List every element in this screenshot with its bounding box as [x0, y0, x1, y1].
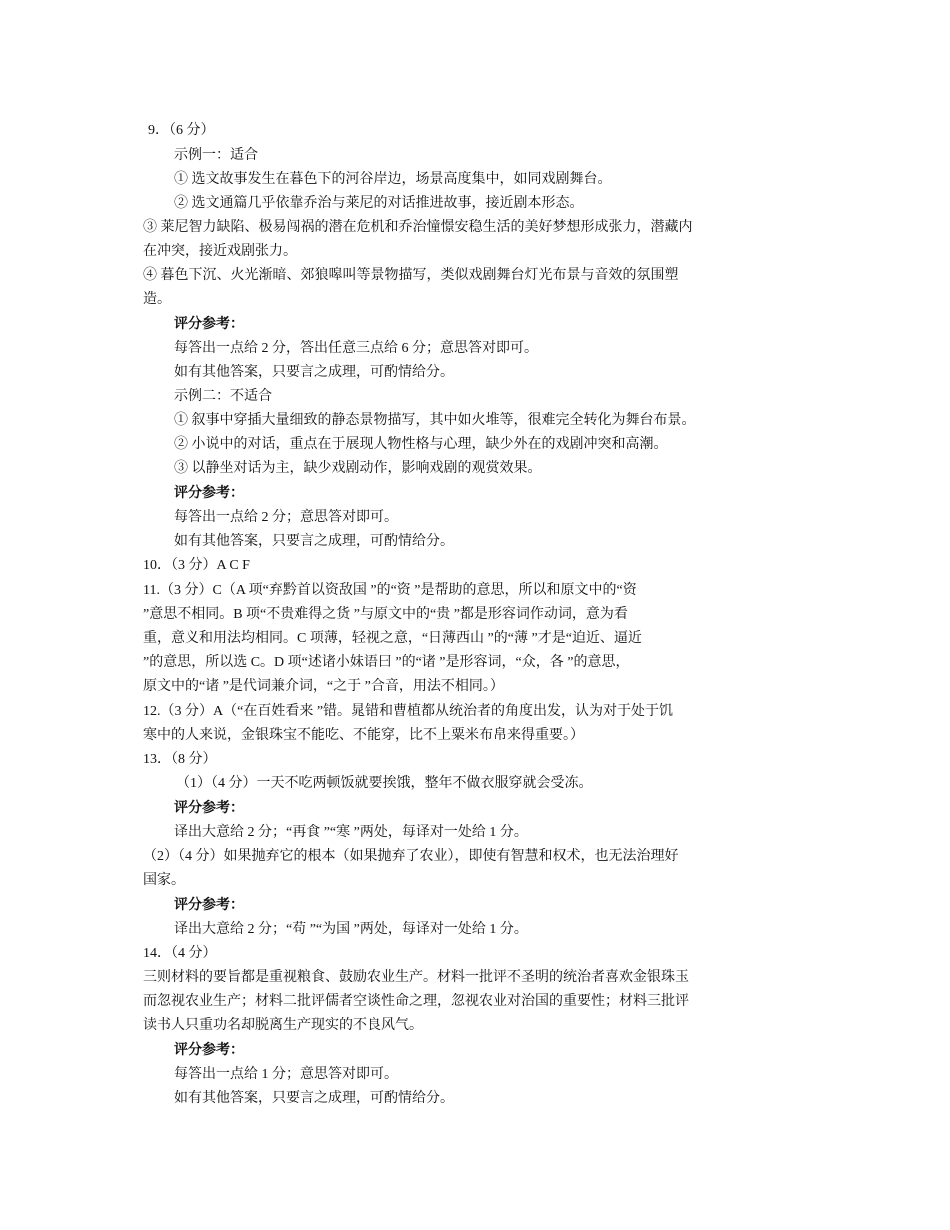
q9-scoring-note-1: 如有其他答案，只要言之成理，可酌情给分。: [174, 365, 454, 380]
q9-example1-point4-cont: 造。: [143, 292, 171, 307]
q9-scoring-note-2: 如有其他答案，只要言之成理，可酌情给分。: [174, 534, 454, 549]
q13-scoring-text-2: 译出大意给 2 分；“苟 ”“为国 ”两处，每译对一处给 1 分。: [174, 922, 528, 937]
q9-scoring-label-1: 评分参考：: [174, 317, 244, 332]
q14-answer-line1: 三则材料的要旨都是重视粮食、鼓励农业生产。材料一批评不圣明的统治者喜欢金银珠玉: [143, 970, 689, 985]
q14-scoring-label: 评分参考：: [174, 1043, 244, 1058]
q13-scoring-text-1: 译出大意给 2 分；“再食 ”“寒 ”两处，每译对一处给 1 分。: [174, 825, 528, 840]
q11-answer-line2: ”意思不相同。B 项“不贵难得之货 ”与原文中的“贵 ”都是形容词作动词，意为看: [143, 607, 628, 622]
q9-example1-point4: ④ 暮色下沉、火光渐暗、郊狼嗥叫等景物描写，类似戏剧舞台灯光布景与音效的氛围塑: [143, 268, 679, 283]
q14-heading: 14．（4 分）: [143, 946, 217, 961]
q12-answer-line1: 12.（3 分）A（“在百姓看来 ”错。晁错和曹植都从统治者的角度出发，认为对于处于饥: [143, 704, 674, 719]
q9-example1-point3: ③ 莱尼智力缺陷、极易闯祸的潜在危机和乔治憧憬安稳生活的美好梦想形成张力，潜藏内: [143, 220, 693, 235]
q9-example2-label: 示例二：不适合: [174, 389, 272, 404]
q11-answer-line1: 11.（3 分）C（A 项“弃黔首以资敌国 ”的“资 ”是帮助的意思，所以和原文中的“资: [143, 583, 637, 598]
q9-example1-point2: ② 选文通篇几乎依靠乔治与莱尼的对话推进故事，接近剧本形态。: [174, 196, 584, 211]
q9-scoring-text-1: 每答出一点给 2 分，答出任意三点给 6 分；意思答对即可。: [174, 341, 538, 356]
q9-heading: 9．（6 分）: [148, 123, 215, 138]
q9-scoring-label-2: 评分参考：: [174, 486, 244, 501]
q14-scoring-note: 如有其他答案，只要言之成理，可酌情给分。: [174, 1091, 454, 1106]
q13-part2-answer-cont: 国家。: [143, 873, 185, 888]
q12-answer-line2: 寒中的人来说，金银珠宝不能吃、不能穿，比不上粟米布帛来得重要。）: [143, 728, 584, 743]
q14-scoring-text: 每答出一点给 1 分；意思答对即可。: [174, 1067, 398, 1082]
q14-answer-line3: 读书人只重功名却脱离生产现实的不良风气。: [143, 1018, 423, 1033]
q13-heading: 13．（8 分）: [143, 752, 217, 767]
q9-example2-point1: ① 叙事中穿插大量细致的静态景物描写，其中如火堆等，很难完全转化为舞台布景。: [174, 413, 696, 428]
q13-part2-answer: （2）（4 分）如果抛弃它的根本（如果抛弃了农业），即使有智慧和权术，也无法治理好: [143, 849, 679, 864]
q13-scoring-label-2: 评分参考：: [174, 898, 244, 913]
q9-scoring-text-2: 每答出一点给 2 分；意思答对即可。: [174, 510, 398, 525]
q9-example1-point1: ① 选文故事发生在暮色下的河谷岸边，场景高度集中，如同戏剧舞台。: [174, 172, 612, 187]
q9-example2-point3: ③ 以静坐对话为主，缺少戏剧动作，影响戏剧的观赏效果。: [174, 461, 542, 476]
q10-answer: 10．（3 分）A C F: [143, 558, 250, 573]
q11-answer-line4: ”的意思，所以选 C。D 项“述诸小妹语曰 ”的“诸 ”是形容词，“众，各 ”的意思，: [143, 655, 630, 670]
q9-example2-point2: ② 小说中的对话，重点在于展现人物性格与心理，缺少外在的戏剧冲突和高潮。: [174, 437, 668, 452]
q11-answer-line3: 重，意义和用法均相同。C 项薄，轻视之意，“日薄西山 ”的“薄 ”才是“迫近、逼近: [143, 631, 642, 646]
q14-answer-line2: 而忽视农业生产；材料二批评儒者空谈性命之理，忽视农业对治国的重要性；材料三批评: [143, 994, 689, 1009]
q9-example1-point3-cont: 在冲突，接近戏剧张力。: [143, 244, 297, 259]
q13-scoring-label-1: 评分参考：: [174, 801, 244, 816]
q9-example1-label: 示例一：适合: [174, 148, 258, 163]
q13-part1-answer: （1）（4 分）一天不吃两顿饭就要挨饿，整年不做衣服穿就会受冻。: [176, 776, 593, 791]
q11-answer-line5: 原文中的“诸 ”是代词兼介词，“之于 ”合音，用法不相同。）: [143, 679, 504, 694]
